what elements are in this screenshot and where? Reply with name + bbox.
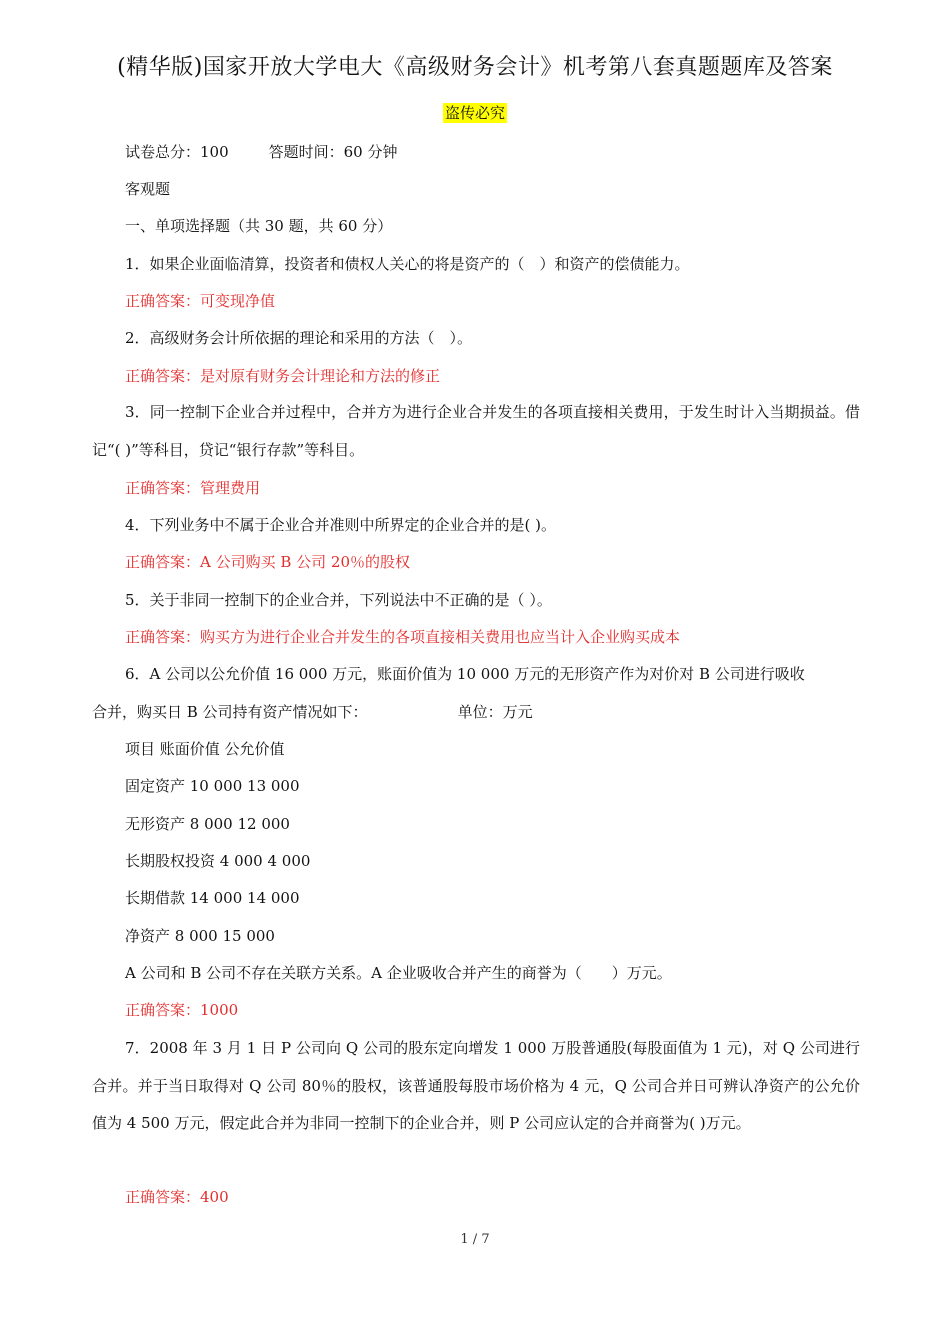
question-6-line1 [125,664,860,684]
watermark-notice [0,102,950,123]
table-row: 长期借款 14 000 14 000 [125,889,300,907]
question-6-unit: 单位：万元 [457,703,533,721]
page-number: 1 / 7 [460,1232,490,1247]
subsection-heading: 一、单项选择题（共 30 题，共 60 分） [125,217,393,235]
answer-1: 正确答案：可变现净值 [125,292,276,310]
exam-total: 试卷总分：100 [125,143,229,161]
watermark-text: 盗传必究 [444,104,505,122]
answer-5: 正确答案：购买方为进行企业合并发生的各项直接相关费用也应当计入企业购买成本 [125,628,681,646]
question-6-line2 [92,702,533,722]
question-6-tail: A 公司和 B 公司不存在关联方关系。A 企业吸收合并产生的商誉为（ ）万元。 [125,964,672,982]
document-title: (精华版)国家开放大学电大《高级财务会计》机考第八套真题题库及答案 [117,55,833,80]
answer-4: 正确答案：A 公司购买 B 公司 20％的股权 [125,553,411,571]
answer-2: 正确答案：是对原有财务会计理论和方法的修正 [125,367,441,385]
answer-7: 正确答案：400 [125,1188,229,1206]
question-6-cont: 合并，购买日 B 公司持有资产情况如下： [92,703,368,721]
question-1: 1．如果企业面临清算，投资者和债权人关心的将是资产的（ ）和资产的偿债能力。 [125,255,690,273]
question-7: 7．2008 年 3 月 1 日 P 公司向 Q 公司的股东定向增发 1 000 万股普通股(每股面值为 1 元)，对 Q 公司进行合并。并于当日取得对 Q 公司 80％的股权，该普通股每股市场价格为 4 元，Q 公司合并日可辨认净资产的公允价值为 4 500 万元，假定此合并为非同一控制下的企业合并，则 P 公司应认定的合并商誉为( )万元。 [92,1039,860,1132]
question-5: 5．关于非同一控制下的企业合并，下列说法中不正确的是（ ）。 [125,591,552,609]
question-4: 4．下列业务中不属于企业合并准则中所界定的企业合并的是( )。 [125,516,557,534]
answer-6: 正确答案：1000 [125,1001,239,1019]
question-6: 6．A 公司以公允价值 16 000 万元，账面价值为 10 000 万元的无形资产作为对价对 B 公司进行吸收 [125,665,805,683]
table-row-header: 项目 账面价值 公允价值 [125,740,285,758]
question-2: 2．高级财务会计所依据的理论和采用的方法（ ）。 [125,329,473,347]
section-heading: 客观题 [125,180,171,198]
exam-time: 答题时间：60 分钟 [268,143,398,161]
table-row: 长期股权投资 4 000 4 000 [125,852,311,870]
question-3: 3．同一控制下企业合并过程中，合并方为进行企业合并发生的各项直接相关费用，于发生时计入当期损益。借记“( )”等科目，贷记“银行存款”等科目。 [92,403,860,459]
table-row: 固定资产 10 000 13 000 [125,777,300,795]
answer-3: 正确答案：管理费用 [125,479,261,497]
exam-meta [125,142,398,162]
table-row: 净资产 8 000 15 000 [125,927,275,945]
table-row: 无形资产 8 000 12 000 [125,815,290,833]
